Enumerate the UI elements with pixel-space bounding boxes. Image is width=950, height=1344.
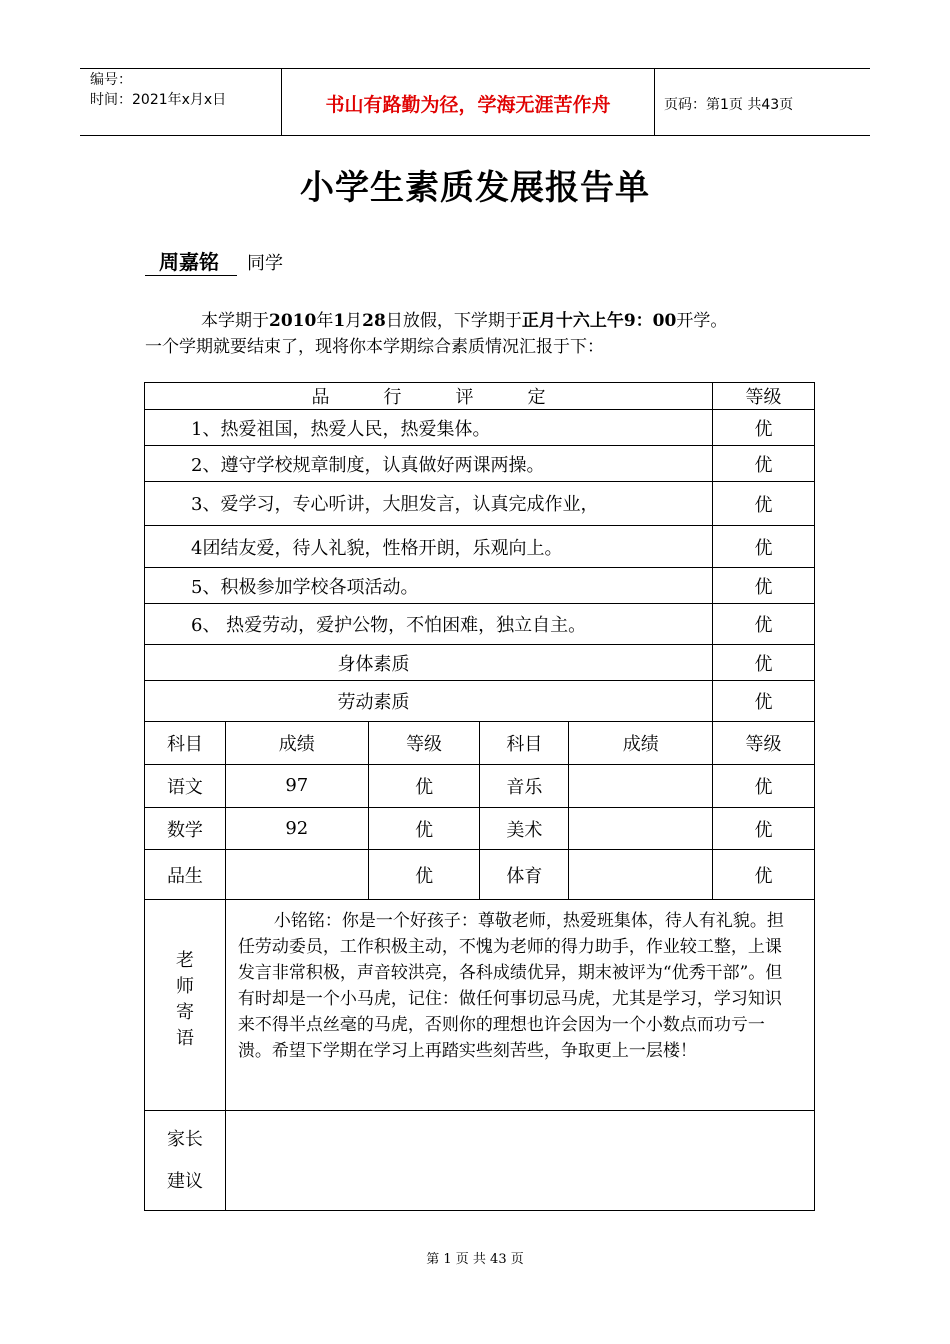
subject-score [569, 850, 713, 900]
intro-text: 年 [316, 311, 334, 331]
labor-grade: 优 [713, 681, 815, 722]
score-header: 成绩 [569, 722, 713, 765]
physical-grade: 优 [713, 645, 815, 681]
conduct-grade: 优 [713, 482, 815, 526]
subject-score [225, 850, 368, 900]
conduct-header: 品 行 评 定 [145, 383, 713, 410]
report-table [144, 382, 815, 1211]
subject-header: 科目 [480, 722, 569, 765]
subject-name: 体育 [480, 850, 569, 900]
subject-grade: 优 [713, 850, 815, 900]
intro-start-date: 正月十六上午9：00 [521, 311, 677, 331]
teacher-label-char: 师 [175, 976, 194, 997]
student-line [145, 246, 283, 276]
intro-text: 本学期于 [201, 311, 269, 331]
grade-header: 等级 [713, 722, 815, 765]
parent-label-line: 家长 [166, 1128, 203, 1150]
conduct-item: 5、积极参加学校各项活动。 [145, 568, 713, 604]
conduct-grade: 优 [713, 568, 815, 604]
subject-header-row [145, 722, 815, 765]
header-page-info: 页码：第1页 共43页 [664, 97, 794, 113]
student-name: 周嘉铭 [145, 246, 237, 276]
student-suffix: 同学 [247, 253, 283, 274]
subject-grade: 优 [368, 808, 480, 850]
conduct-grade: 优 [713, 410, 815, 446]
score-header: 成绩 [225, 722, 368, 765]
conduct-row [145, 568, 815, 604]
subject-name: 音乐 [480, 765, 569, 808]
time-label: 时间：2021年x月x日 [90, 92, 227, 108]
conduct-grade: 优 [713, 446, 815, 482]
subject-score: 92 [225, 808, 368, 850]
labor-label: 劳动素质 [145, 681, 713, 722]
parent-suggestion[interactable] [225, 1111, 814, 1211]
intro-year: 2010 [269, 311, 317, 331]
intro-paragraph [145, 308, 815, 360]
conduct-row [145, 526, 815, 568]
conduct-item: 1、热爱祖国，热爱人民，热爱集体。 [145, 410, 713, 446]
subject-grade: 优 [713, 808, 815, 850]
parent-label-line: 建议 [166, 1170, 203, 1192]
subject-grade: 优 [713, 765, 815, 808]
parent-label [145, 1111, 226, 1211]
physical-row [145, 645, 815, 681]
header-motto: 书山有路勤为径，学海无涯苦作舟 [325, 94, 611, 116]
subject-score [569, 808, 713, 850]
conduct-row [145, 604, 815, 645]
header-divider-right [654, 68, 655, 136]
parent-row [145, 1111, 815, 1211]
grade-header: 等级 [368, 722, 480, 765]
header-top-rule [80, 68, 870, 69]
teacher-row [145, 900, 815, 1111]
teacher-label [145, 900, 226, 1111]
subject-name: 品生 [145, 850, 226, 900]
subject-row [145, 850, 815, 900]
conduct-grade: 优 [713, 604, 815, 645]
conduct-item: 4团结友爱，待人礼貌，性格开朗，乐观向上。 [145, 526, 713, 568]
subject-name: 数学 [145, 808, 226, 850]
teacher-label-char: 寄 [175, 1002, 194, 1023]
subject-score: 97 [225, 765, 368, 808]
page-footer: 第 1 页 共 43 页 [426, 1252, 524, 1267]
physical-label: 身体素质 [145, 645, 713, 681]
subject-header: 科目 [145, 722, 226, 765]
conduct-row [145, 410, 815, 446]
subject-score [569, 765, 713, 808]
conduct-header-row [145, 383, 815, 410]
grade-header: 等级 [713, 383, 815, 410]
intro-line-2: 一个学期就要结束了，现将你本学期综合素质情况汇报于下： [145, 337, 604, 357]
intro-text: 日放假，下学期于 [385, 311, 522, 331]
conduct-item: 6、 热爱劳动，爱护公物，不怕困难，独立自主。 [145, 604, 713, 645]
conduct-grade: 优 [713, 526, 815, 568]
conduct-item: 3、爱学习，专心听讲，大胆发言，认真完成作业， [145, 482, 713, 526]
subject-name: 美术 [480, 808, 569, 850]
page-title: 小学生素质发展报告单 [300, 168, 650, 208]
conduct-row [145, 482, 815, 526]
intro-text: 开学。 [676, 311, 728, 331]
conduct-row [145, 446, 815, 482]
teacher-label-char: 老 [175, 950, 194, 971]
subject-name: 语文 [145, 765, 226, 808]
intro-month: 1 [333, 311, 346, 331]
subject-grade: 优 [368, 850, 480, 900]
header-bottom-rule [80, 135, 870, 136]
subject-row [145, 765, 815, 808]
header-meta [90, 70, 226, 110]
intro-text: 月 [345, 311, 363, 331]
teacher-comment: 小铭铭：你是一个好孩子：尊敬老师，热爱班集体，待人有礼貌。担任劳动委员，工作积极主动，不愧为老师的得力助手，作业较工整，上课发言非常积极，声音较洪亮，各科成绩优异，期末被评为“优秀干部”。但有时却是一个小马虎，记住：做任何事切忌马虎，尤其是学习，学习知识来不得半点丝毫的马虎，否则你的理想也许会因为一个小数点而功亏一溃。希望下学期在学习上再踏实些刻苦些，争取更上一层楼！ [225, 900, 814, 1111]
teacher-label-char: 语 [175, 1028, 194, 1049]
serial-label: 编号： [90, 72, 132, 88]
labor-row [145, 681, 815, 722]
conduct-item: 2、遵守学校规章制度，认真做好两课两操。 [145, 446, 713, 482]
intro-day: 28 [362, 311, 386, 331]
subject-grade: 优 [368, 765, 480, 808]
subject-row [145, 808, 815, 850]
